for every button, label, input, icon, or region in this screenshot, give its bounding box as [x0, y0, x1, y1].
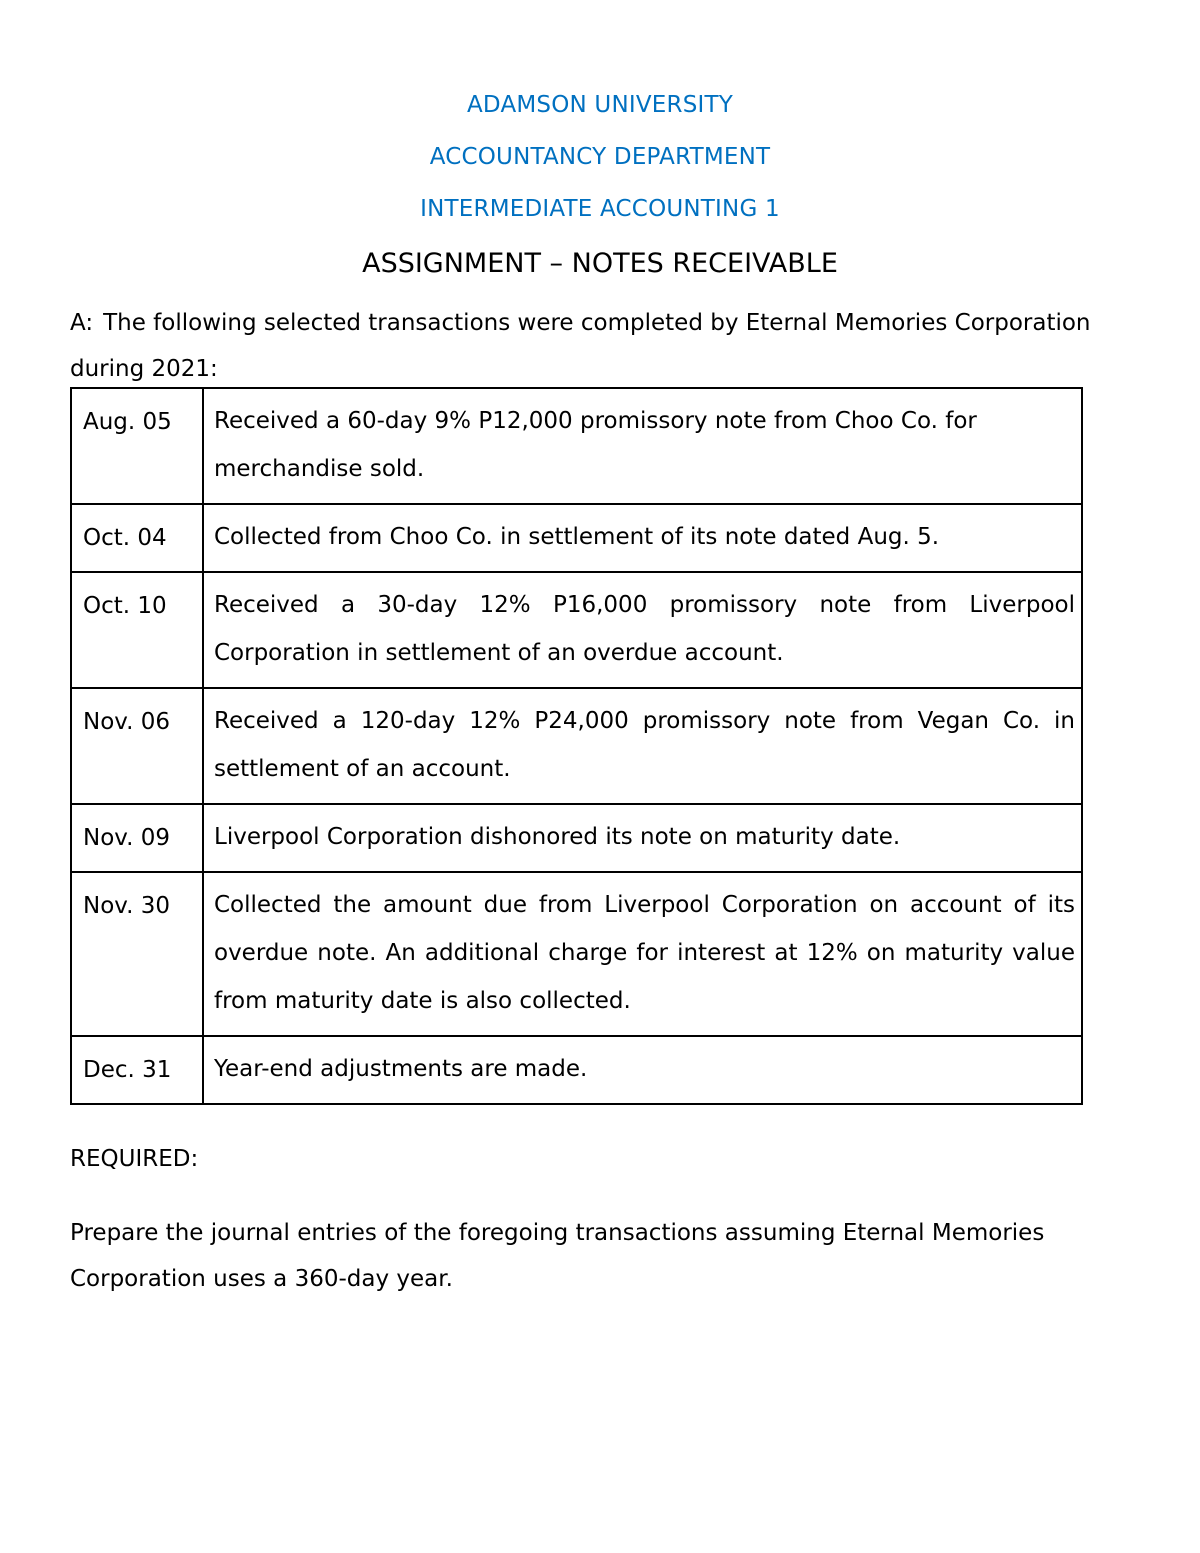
transaction-description: Collected the amount due from Liverpool Corporation on account of its overdue note. An additional charge for interest at 12% on maturity value from maturity date is also collected. — [203, 872, 1082, 1036]
table-row — [71, 504, 1082, 572]
transaction-description: Received a 120-day 12% P24,000 promissory note from Vegan Co. in settlement of an account. — [203, 688, 1082, 804]
table-row — [71, 572, 1082, 688]
university-name: ADAMSON UNIVERSITY — [467, 92, 733, 118]
transaction-description: Received a 60-day 9% P12,000 promissory note from Choo Co. for merchandise sold. — [203, 388, 1082, 504]
intro-text: The following selected transactions were completed by Eternal Memories Corporation during 2021: — [70, 310, 1091, 382]
transaction-date: Nov. 09 — [71, 804, 203, 872]
transaction-description: Year-end adjustments are made. — [203, 1036, 1082, 1104]
transactions-table — [70, 387, 1083, 1105]
table-row — [71, 872, 1082, 1036]
transaction-date: Nov. 30 — [71, 872, 203, 1036]
transaction-date: Nov. 06 — [71, 688, 203, 804]
department-name: ACCOUNTANCY DEPARTMENT — [429, 144, 771, 170]
required-label: REQUIRED: — [70, 1146, 199, 1172]
transaction-description: Liverpool Corporation dishonored its note on maturity date. — [203, 804, 1082, 872]
intro-paragraph — [70, 300, 1120, 392]
table-row — [71, 388, 1082, 504]
table-row — [71, 688, 1082, 804]
course-name: INTERMEDIATE ACCOUNTING 1 — [420, 196, 780, 222]
assignment-title: ASSIGNMENT – NOTES RECEIVABLE — [362, 248, 838, 279]
transaction-description: Received a 30-day 12% P16,000 promissory note from Liverpool Corporation in settlement of an overdue account. — [203, 572, 1082, 688]
required-text: Prepare the journal entries of the foregoing transactions assuming Eternal Memories Corporation uses a 360-day year. — [70, 1220, 1045, 1292]
transaction-date: Oct. 04 — [71, 504, 203, 572]
transaction-date: Aug. 05 — [71, 388, 203, 504]
transaction-description: Collected from Choo Co. in settlement of its note dated Aug. 5. — [203, 504, 1082, 572]
table-row — [71, 804, 1082, 872]
intro-label: A: — [70, 310, 94, 336]
transaction-date: Oct. 10 — [71, 572, 203, 688]
transaction-date: Dec. 31 — [71, 1036, 203, 1104]
table-row — [71, 1036, 1082, 1104]
